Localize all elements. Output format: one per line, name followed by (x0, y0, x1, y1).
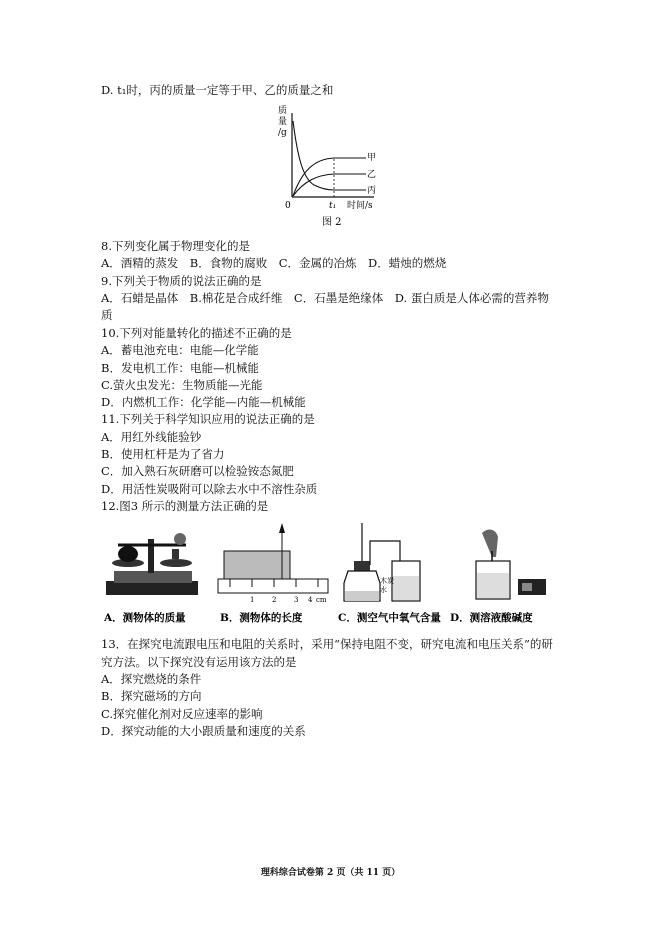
fig2-t1-label: t₁ (329, 201, 337, 211)
q11-stem: 11.下列关于科学知识应用的说法正确的是 (101, 412, 315, 426)
q10-stem: 10.下列对能量转化的描述不正确的是 (101, 326, 292, 340)
fig3-caption-c: C．测空气中氧气含量 (338, 612, 441, 624)
q9-stem: 9.下列关于物质的说法正确的是 (101, 274, 262, 288)
fig3-ruler-tick-2: 2 (272, 596, 277, 604)
q13-option-d: D．探究动能的大小跟质量和速度的关系 (101, 724, 306, 738)
fig3-caption-b: B．测物体的长度 (220, 612, 303, 624)
page-footer: 理科综合试卷第 2 页（共 11 页） (260, 868, 401, 878)
fig2-ylabel-3: /g (278, 128, 287, 138)
fig2-ylabel-1: 质 (278, 106, 288, 116)
q10-option-c: C.萤火虫发光：生物质能—光能 (101, 378, 263, 392)
fig2-legend-jia: 甲 (367, 153, 377, 163)
fig3-ruler-tick-4: 4 (308, 596, 313, 604)
q8-stem: 8.下列变化属于物理变化的是 (101, 239, 250, 253)
figure-2 (262, 101, 382, 231)
fig3-caption-a: A．测物体的质量 (104, 612, 186, 624)
q11-option-d: D．用活性炭吸附可以除去水中不溶性杂质 (101, 482, 318, 496)
fig2-origin: 0 (285, 201, 291, 211)
fig3-flask-apparatus (344, 523, 420, 601)
q10-option-b: B．发电机工作：电能—机械能 (101, 361, 259, 375)
figure-3 (100, 521, 550, 631)
q11-option-c: C．加入熟石灰研磨可以检验铵态氮肥 (101, 464, 294, 478)
fig2-legend-bing: 丙 (367, 186, 377, 196)
q10-option-a: A．蓄电池充电：电能—化学能 (101, 343, 259, 357)
fig2-caption: 图 2 (322, 217, 342, 228)
q9-options-line2: 质 (101, 308, 113, 322)
fig3-ph-test (476, 530, 546, 599)
fig3-balance (106, 533, 198, 595)
fig3-ruler (218, 523, 328, 604)
q13-stem-line1: 13．在探究电流跟电压和电阻的关系时，采用“保持电阻不变，研究电流和电压关系”的研 (101, 637, 553, 651)
fig3-ruler-tick-3: 3 (294, 596, 299, 604)
fig3-label-carbon: 木炭 (380, 577, 394, 585)
fig2-xlabel: 时间/s (347, 201, 373, 211)
fig3-ruler-tick-1: 1 (250, 596, 255, 604)
q11-option-a: A．用红外线能验钞 (101, 430, 202, 444)
fig2-curve-yi (293, 174, 366, 196)
q11-option-b: B．使用杠杆是为了省力 (101, 447, 225, 461)
fig3-caption-d: D．测溶液酸碱度 (450, 612, 533, 624)
fig3-label-water: 水 (380, 586, 387, 594)
fig3-ruler-tick-cm: cm (316, 596, 327, 604)
q13-option-b: B．探究磁场的方向 (101, 689, 202, 703)
q12-stem: 12.图3 所示的测量方法正确的是 (101, 499, 269, 513)
q13-option-c: C.探究催化剂对反应速率的影响 (101, 707, 263, 721)
q13-option-a: A．探究燃烧的条件 (101, 672, 202, 686)
fig2-legend-yi: 乙 (367, 170, 377, 180)
fig2-curve-bing (293, 121, 366, 190)
q10-option-d: D．内燃机工作：化学能—内能—机械能 (101, 395, 306, 409)
q8-options: A．酒精的蒸发 B．食物的腐败 C．金属的冶炼 D．蜡烛的燃烧 (101, 256, 447, 270)
q7-option-d: D. t₁时，丙的质量一定等于甲、乙的质量之和 (101, 83, 334, 97)
q9-options-line1: A．石蜡是晶体 B.棉花是合成纤维 C．石墨是绝缘体 D. 蛋白质是人体必需的营养物 (101, 291, 549, 305)
fig2-ylabel-2: 量 (278, 117, 288, 127)
q13-stem-line2: 究方法。以下探究没有运用该方法的是 (101, 655, 297, 669)
